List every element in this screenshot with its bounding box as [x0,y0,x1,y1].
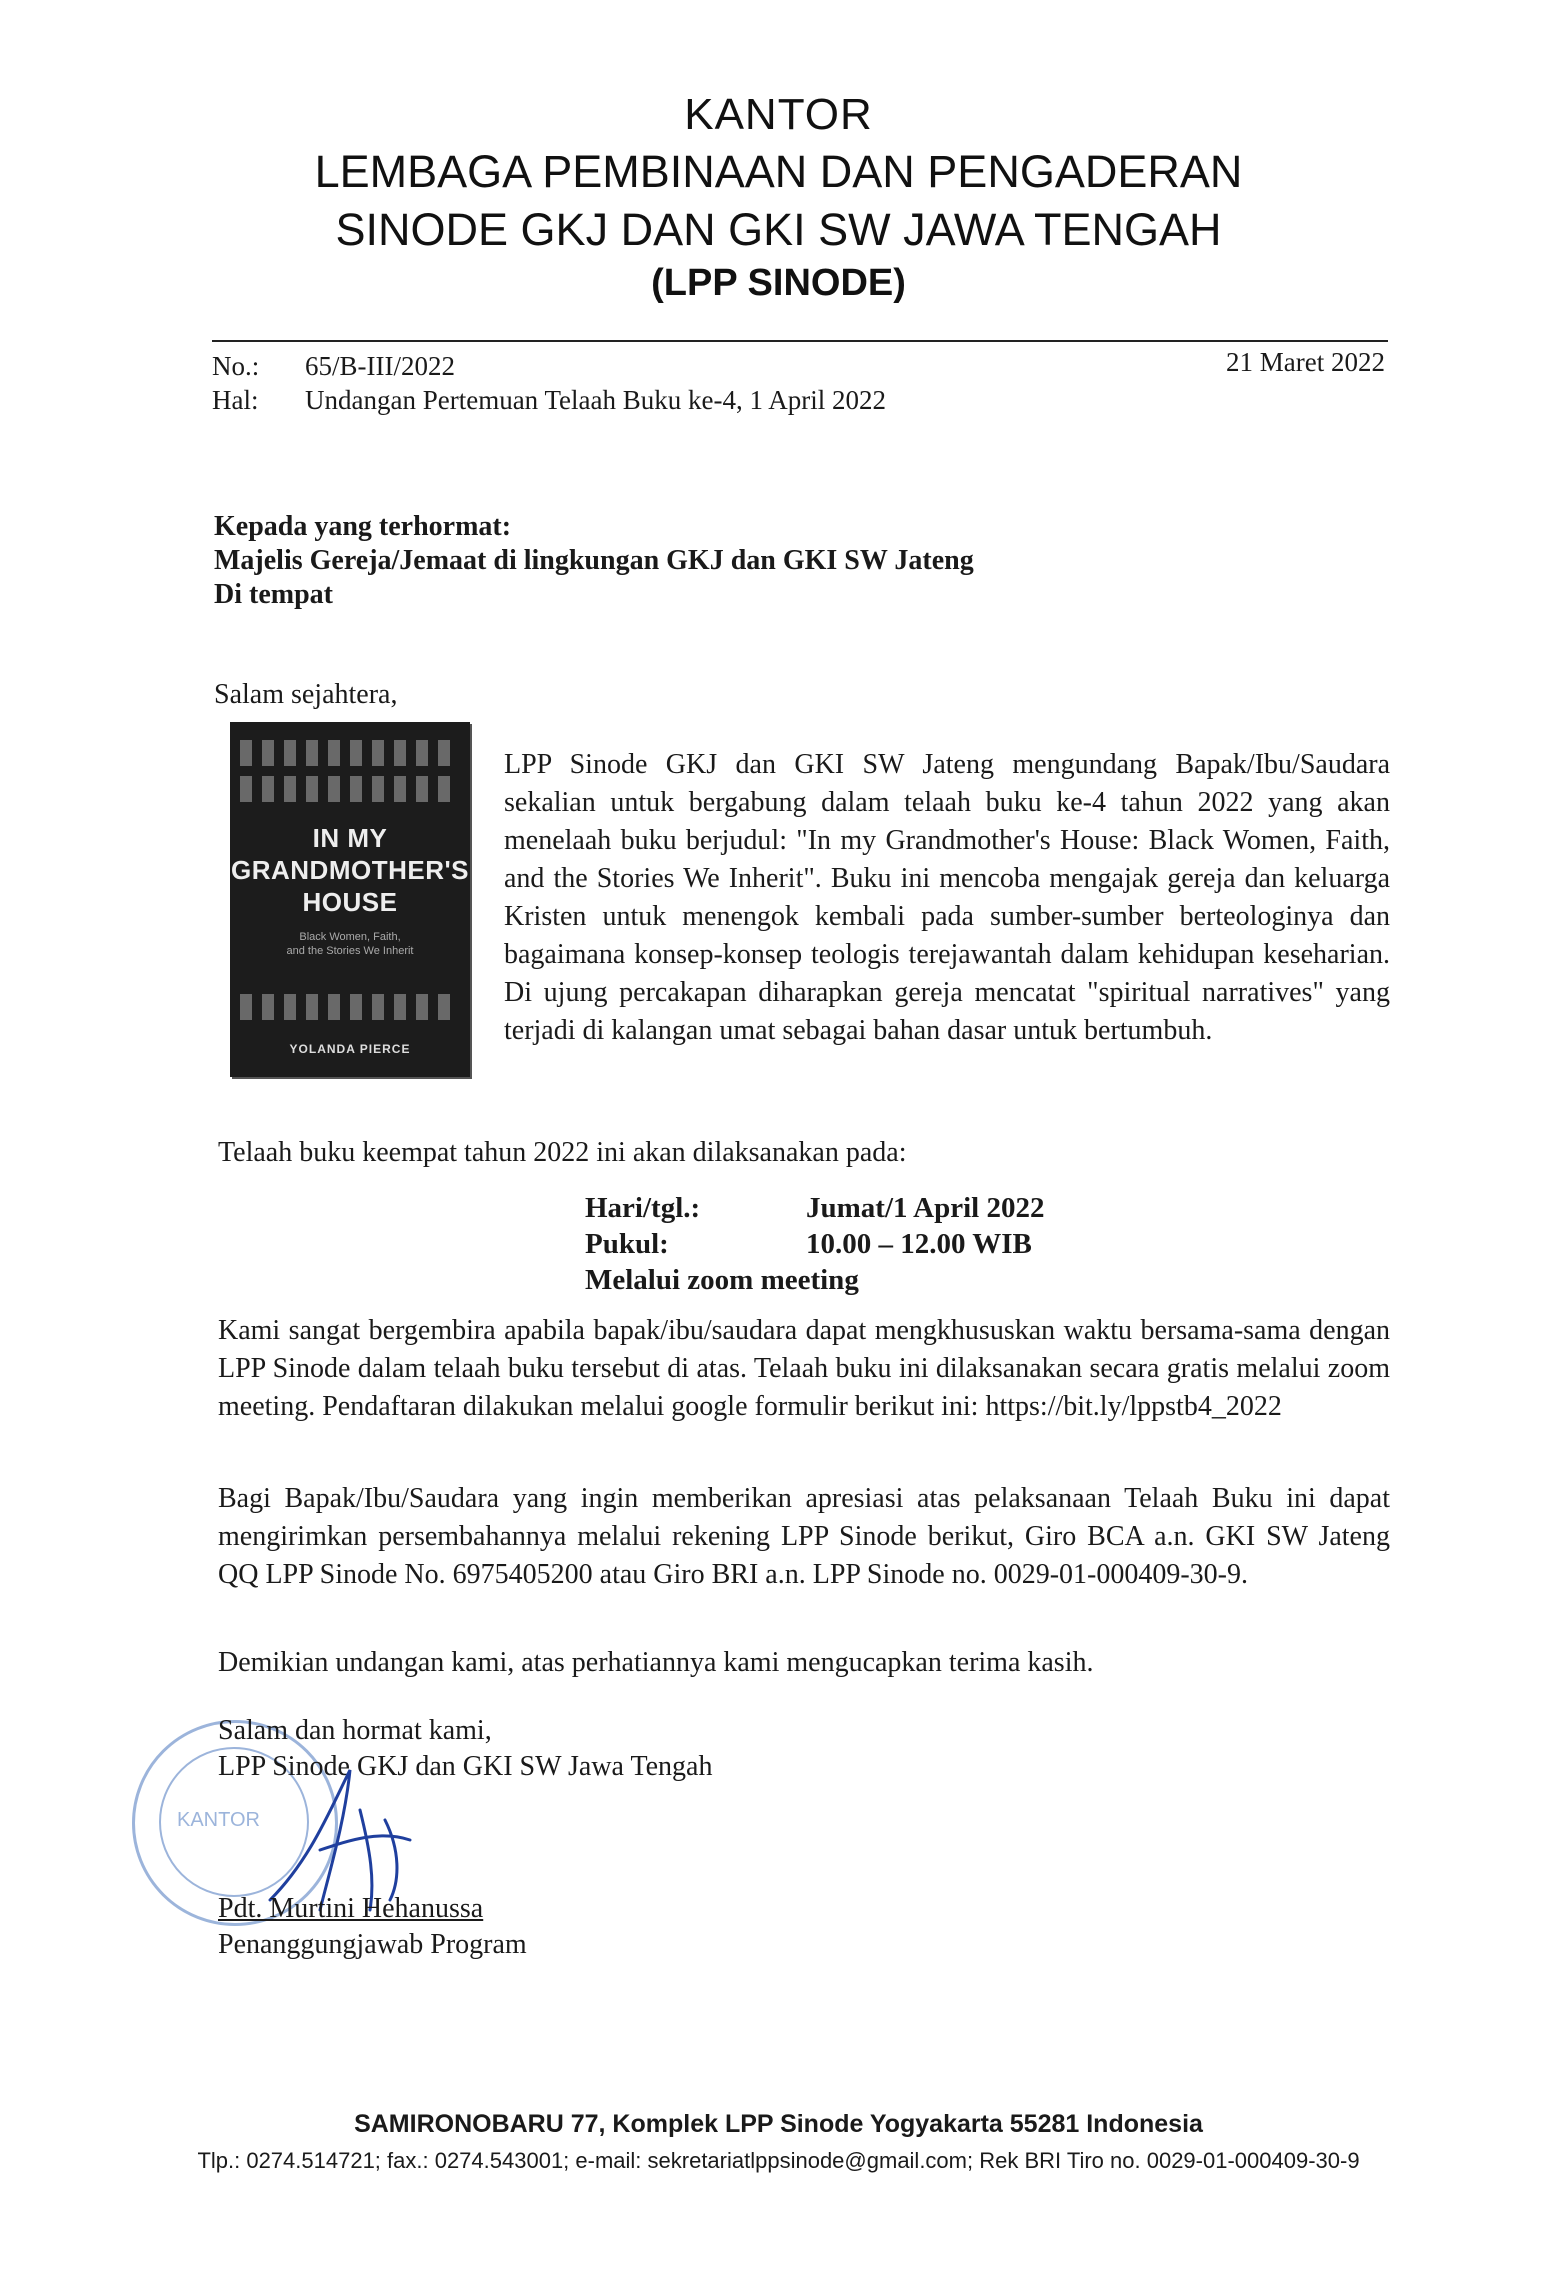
body-paragraph-registration: Kami sangat bergembira apabila bapak/ibu/saudara dapat mengkhususkan waktu bersama-sama dengan LPP Sinode dalam telaah buku tersebut di atas. Telaah buku ini dilaksanakan secara gratis melalui zoom meeting. Pendaftaran dilakukan melalui google formulir berikut ini: https://bit.ly/lppstb4_2022 [218,1315,1390,1422]
schedule-day-label: Hari/tgl.: [585,1192,701,1224]
letterhead-institution: LEMBAGA PEMBINAAN DAN PENGADERAN [314,146,1243,197]
schedule-time-value: 10.00 – 12.00 WIB [806,1228,1032,1260]
book-title-line: GRANDMOTHER'S [230,855,469,885]
subject-label: Hal: [212,385,259,415]
closing-regards: Salam dan hormat kami, [218,1715,492,1746]
book-cover-pattern [240,776,460,802]
book-cover-author: YOLANDA PIERCE [289,1042,411,1056]
book-cover-image [230,722,470,1077]
signatory-title: Penanggungjawab Program [218,1929,527,1960]
subject: Undangan Pertemuan Telaah Buku ke-4, 1 April 2022 [305,385,886,415]
book-cover-subtitle [230,930,470,958]
header-divider [212,340,1388,342]
letter-date: 21 Maret 2022 [1226,347,1385,377]
letterhead-abbreviation: (LPP SINODE) [651,262,906,304]
book-cover-title [230,822,470,918]
body-paragraph-donation: Bagi Bapak/Ibu/Saudara yang ingin memberikan apresiasi atas pelaksanaan Telaah Buku ini dapat mengirimkan persembahannya melalui rekening LPP Sinode berikut, Giro BCA a.n. GKI SW Jateng QQ LPP Sinode No. 6975405200 atau Giro BRI a.n. LPP Sinode no. 0029-01-000409-30-9. [218,1483,1390,1590]
book-subtitle-line: and the Stories We Inherit [286,945,414,957]
book-title-line: HOUSE [302,887,398,917]
schedule-day-value: Jumat/1 April 2022 [806,1192,1045,1224]
book-title-line: IN MY [312,823,388,853]
footer-contact: Tlp.: 0274.514721; fax.: 0274.543001; e-mail: sekretariatlppsinode@gmail.com; Rek BRI Tiro no. 0029-01-000409-30-9 [197,2148,1360,2173]
schedule-time-label: Pukul: [585,1228,669,1260]
letterhead-kantor: KANTOR [684,90,873,139]
body-paragraph-closing: Demikian undangan kami, atas perhatiannya kami mengucapkan terima kasih. [218,1647,1094,1678]
footer-address: SAMIRONOBARU 77, Komplek LPP Sinode Yogyakarta 55281 Indonesia [354,2110,1203,2138]
schedule-platform: Melalui zoom meeting [585,1264,859,1296]
recipient-salutation: Kepada yang terhormat: [214,511,512,542]
body-paragraph-schedule-intro: Telaah buku keempat tahun 2022 ini akan dilaksanakan pada: [218,1137,907,1168]
book-cover-pattern [240,994,460,1020]
stamp-text: KANTOR [177,1809,260,1831]
body-paragraph-invitation: LPP Sinode GKJ dan GKI SW Jateng mengundang Bapak/Ibu/Saudara sekalian untuk bergabung dalam telaah buku ke-4 tahun 2022 yang akan menelaah buku berjudul: "In my Grandmother's House: Black Women, Faith, and the Stories We Inherit". Buku ini mencoba mengajak gereja dan keluarga Kristen untuk menengok kembali pada sumber-sumber berteologinya dan bagaimana konsep-konsep teologis terejawantah dalam kehidupan keseharian. Di ujung percakapan diharapkan gereja mencatat "spiritual narratives" yang terjadi di kalangan umat sebagai bahan dasar untuk bertumbuh. [504,749,1390,1046]
closing-organization: LPP Sinode GKJ dan GKI SW Jawa Tengah [218,1751,713,1782]
greeting: Salam sejahtera, [214,679,398,710]
book-cover-pattern [240,740,460,766]
recipient-place: Di tempat [214,579,333,610]
signatory-name: Pdt. Murtini Hehanussa [218,1893,484,1924]
recipient-name: Majelis Gereja/Jemaat di lingkungan GKJ dan GKI SW Jateng [214,545,974,576]
letter-number: 65/B-III/2022 [305,351,455,381]
letterhead-synod: SINODE GKJ DAN GKI SW JAWA TENGAH [335,204,1222,255]
letter-number-label: No.: [212,351,260,381]
book-subtitle-line: Black Women, Faith, [299,931,401,943]
